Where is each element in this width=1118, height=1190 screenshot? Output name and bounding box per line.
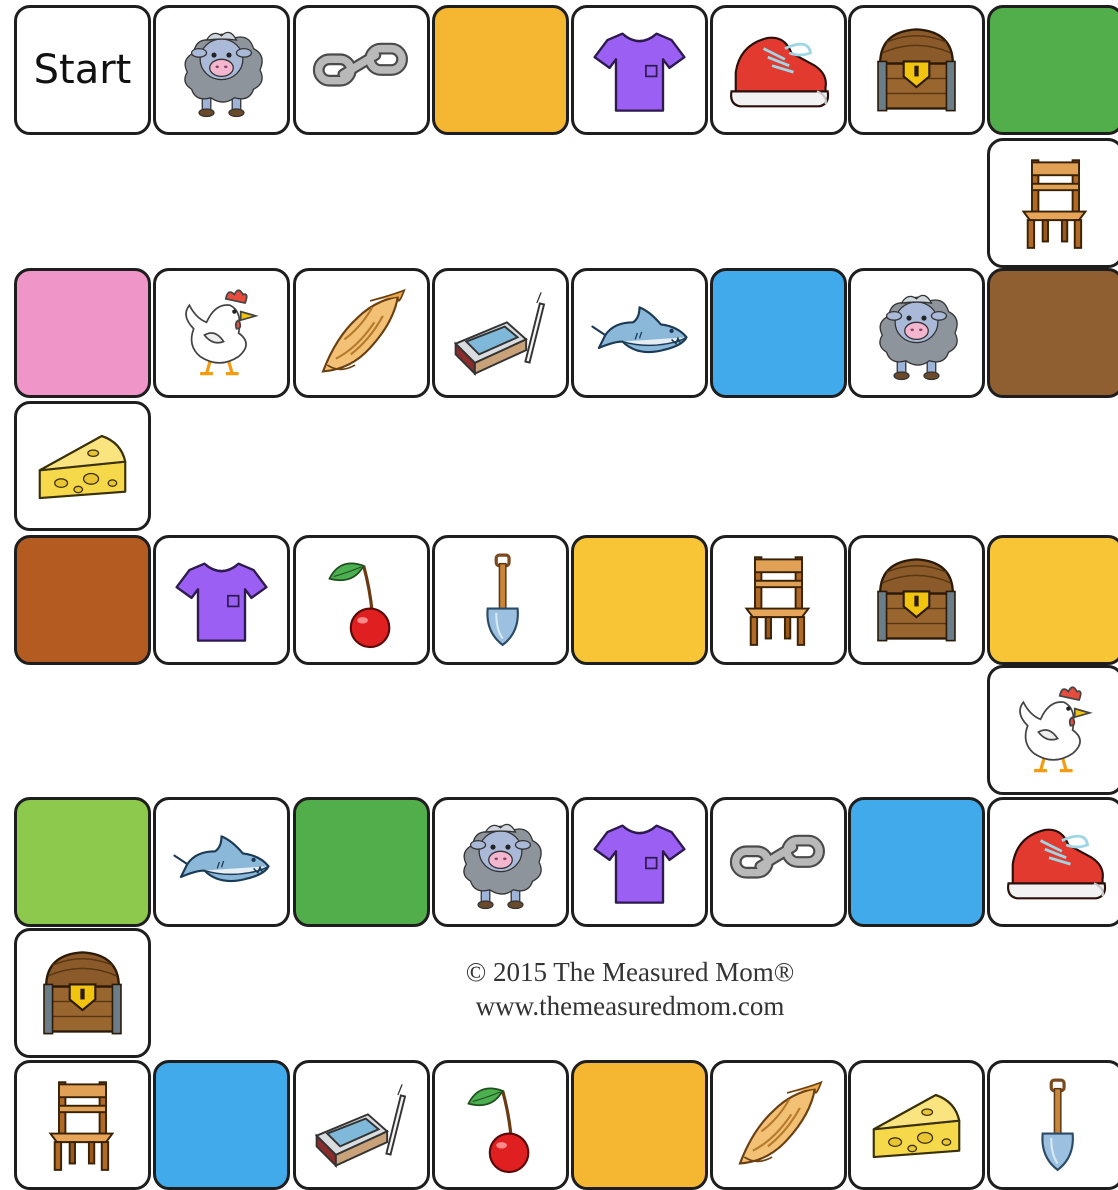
shark-icon [156,800,287,924]
color-space-light-brown [987,268,1118,398]
treasure-chest-icon [17,931,148,1055]
eraser-icon [435,271,566,395]
shark-icon [574,271,705,395]
picture-space [571,268,708,398]
picture-space [153,268,290,398]
picture-space [293,268,430,398]
treasure-chest-icon [851,8,982,132]
chair-icon [17,1063,148,1187]
color-space-lime [14,797,151,927]
color-space-green [987,5,1118,135]
sheep-icon [435,800,566,924]
picture-space [710,797,847,927]
picture-space [848,5,985,135]
cheese-icon [17,404,148,528]
color-space-green [293,797,430,927]
copyright-text: © 2015 The Measured Mom® [465,957,795,987]
picture-space [153,797,290,927]
picture-space [432,535,569,665]
color-space-pink [14,268,151,398]
picture-space [293,5,430,135]
color-space-yellow [571,535,708,665]
shoe-icon [713,8,844,132]
shoe-icon [990,800,1118,924]
picture-space [987,665,1118,795]
start-label: Start [33,47,132,93]
picture-space [293,1060,430,1190]
shirt-icon [574,8,705,132]
picture-space [571,5,708,135]
cheese-icon [851,1063,982,1187]
chicken-icon [990,668,1118,792]
picture-space [848,268,985,398]
picture-space [432,268,569,398]
shirt-icon [574,800,705,924]
color-space-brown [14,535,151,665]
color-space-orange-yellow [571,1060,708,1190]
color-space-yellow [987,535,1118,665]
shirt-icon [156,538,287,662]
picture-space [153,535,290,665]
chain-icon [296,8,427,132]
shell-icon [296,271,427,395]
cherry-icon [435,1063,566,1187]
picture-space [710,535,847,665]
cherry-icon [296,538,427,662]
chair-icon [990,141,1118,265]
picture-space [14,1060,151,1190]
picture-space [153,5,290,135]
sheep-icon [156,8,287,132]
picture-space [987,1060,1118,1190]
color-space-blue [153,1060,290,1190]
picture-space [987,138,1118,268]
picture-space [848,535,985,665]
picture-space [710,5,847,135]
start-space [14,5,151,135]
picture-space [293,535,430,665]
chain-icon [713,800,844,924]
eraser-icon [296,1063,427,1187]
chicken-icon [156,271,287,395]
picture-space [432,797,569,927]
picture-space [710,1060,847,1190]
color-space-blue [710,268,847,398]
treasure-chest-icon [851,538,982,662]
picture-space [987,797,1118,927]
picture-space [14,928,151,1058]
shovel-icon [990,1063,1118,1187]
website-text: www.themeasuredmom.com [475,991,785,1021]
picture-space [571,797,708,927]
picture-space [848,1060,985,1190]
picture-space [432,1060,569,1190]
picture-space [14,401,151,531]
shovel-icon [435,538,566,662]
sheep-icon [851,271,982,395]
copyright-notice [380,955,880,1023]
shell-icon [713,1063,844,1187]
color-space-blue [848,797,985,927]
color-space-orange-yellow [432,5,569,135]
chair-icon [713,538,844,662]
